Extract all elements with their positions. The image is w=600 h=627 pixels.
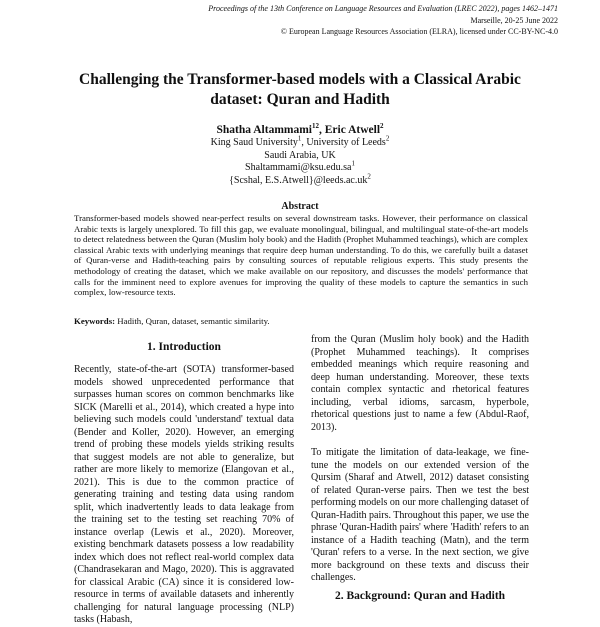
abstract-heading: Abstract bbox=[281, 201, 319, 212]
author-2-sup: 2 bbox=[380, 122, 384, 131]
intro-paragraph: Recently, state-of-the-art (SOTA) transformer-based models showed unprecedented performance that surpasses human scores on common benchmarks like SICK (Marelli et al., 2014), which created a hype into believing such models could 'understand' textual data (Bender and Koller, 2020). However, an emerging trend of probing these models yields striking results that suggest models are not able to generalize, but rather are more likely to memorize (Elangovan et al., 2021). This is due to the common practice of generating training and testing data using random split, which inadvertently leads to data leakage from the training set to the testing set reaching 70% of instance overlap (Lewis et al., 2020). Moreover, existing benchmark datasets possess a low readability index which does not reflect real-world complex data (Chandrasekaran and Mago, 2020). This is aggravated for classical Arabic (CA) since it is considered low-resource in terms of available datasets and inherently challenging for natural language processing (NLP) tasks (Habash, bbox=[74, 364, 294, 625]
author-2: Eric Atwell bbox=[324, 124, 381, 136]
right-paragraph-1: from the Quran (Muslim holy book) and the Hadith (Prophet Muhammed teachings). It comprises embedded meanings which require reasoning and deep human understanding. Moreover, these texts contain complex syntactic and rhetorical features including, verbal idioms, sarcasm, hyperbole, rhetorical questions just to name a few (Abdul-Raof, 2013). bbox=[311, 334, 529, 433]
paper-title bbox=[60, 70, 540, 110]
keywords bbox=[74, 316, 528, 326]
email-2-sup: 2 bbox=[367, 172, 371, 181]
proceedings-header bbox=[138, 3, 558, 38]
author-1: Shatha Altammami bbox=[216, 124, 313, 136]
keywords-text: Hadith, Quran, dataset, semantic similarity. bbox=[115, 316, 270, 326]
section-1-heading: 1. Introduction bbox=[147, 341, 221, 353]
left-column bbox=[74, 364, 294, 627]
right-column bbox=[311, 334, 529, 585]
venue-line: Marseille, 20-25 June 2022 bbox=[470, 15, 558, 25]
institution-1: King Saud University bbox=[210, 137, 298, 148]
author-1-sup: 12 bbox=[312, 122, 320, 131]
email-1-line bbox=[100, 159, 500, 175]
email-1: Shaltammami@ksu.edu.sa bbox=[245, 162, 352, 173]
institution-2-sup: 2 bbox=[385, 134, 390, 143]
affiliations bbox=[100, 134, 500, 187]
proceedings-line: Proceedings of the 13th Conference on Language Resources and Evaluation (LREC 2022), pages 1462–1471 bbox=[208, 4, 558, 13]
abstract-text: Transformer-based models showed near-perfect results on several downstream tasks. However, their performance on classical Arabic texts is largely unexplored. To fill this gap, we evaluate monolingual, bilingual, and multilingual state-of-the-art models to detect relatedness between the Quran (Muslim holy book) and the Hadith (Prophet Muhammed teachings), which are complex classical Arabic texts with underlying meanings that require deep human understanding. To do this, we carefully built a dataset of Quran-verse and Hadith-teaching pairs by consulting sources of reputable religious experts. This study presents the methodology of creating the dataset, which we make available on our repository, and discusses the models' performance that calls for the imminent need to explore avenues for improving the quality of these models to capture the semantics in such complex, low-resource texts. bbox=[74, 213, 528, 298]
keywords-label: Keywords: bbox=[74, 316, 116, 326]
right-paragraph-2: To mitigate the limitation of data-leakage, we fine-tune the models on our extended version of the Qursim (Sharaf and Atwell, 2012) dataset consisting of related Quran-verse pairs. Then we test the best performing models on our more challenging dataset of Quran-Hadith pairs. Throughout this paper, we use the phrase 'Quran-Hadith pairs' where 'Hadith' refers to an instance of a Hadith teaching (Matn), and the term 'Quran' refers to a verse. In the next section, we give more background on these texts and discuss their challenges. bbox=[311, 447, 529, 583]
email-2: {Scshal, E.S.Atwell}@leeds.ac.uk bbox=[229, 174, 368, 186]
section-2-heading: 2. Background: Quran and Hadith bbox=[334, 590, 506, 602]
location: Saudi Arabia, UK bbox=[264, 149, 336, 161]
institution-2: University of Leeds bbox=[306, 137, 386, 148]
title-line-2: dataset: Quran and Hadith bbox=[210, 91, 390, 108]
institutions bbox=[100, 134, 500, 150]
author-sep: , bbox=[319, 124, 325, 136]
license-line: © European Language Resources Association (ELRA), licensed under CC-BY-NC-4.0 bbox=[280, 27, 558, 36]
institution-sep: , bbox=[301, 137, 307, 148]
title-line-1: Challenging the Transformer-based models with a Classical Arabic bbox=[79, 71, 521, 88]
email-1-sup: 1 bbox=[351, 159, 355, 168]
email-2-line bbox=[100, 172, 500, 188]
institution-1-sup: 1 bbox=[297, 134, 302, 143]
